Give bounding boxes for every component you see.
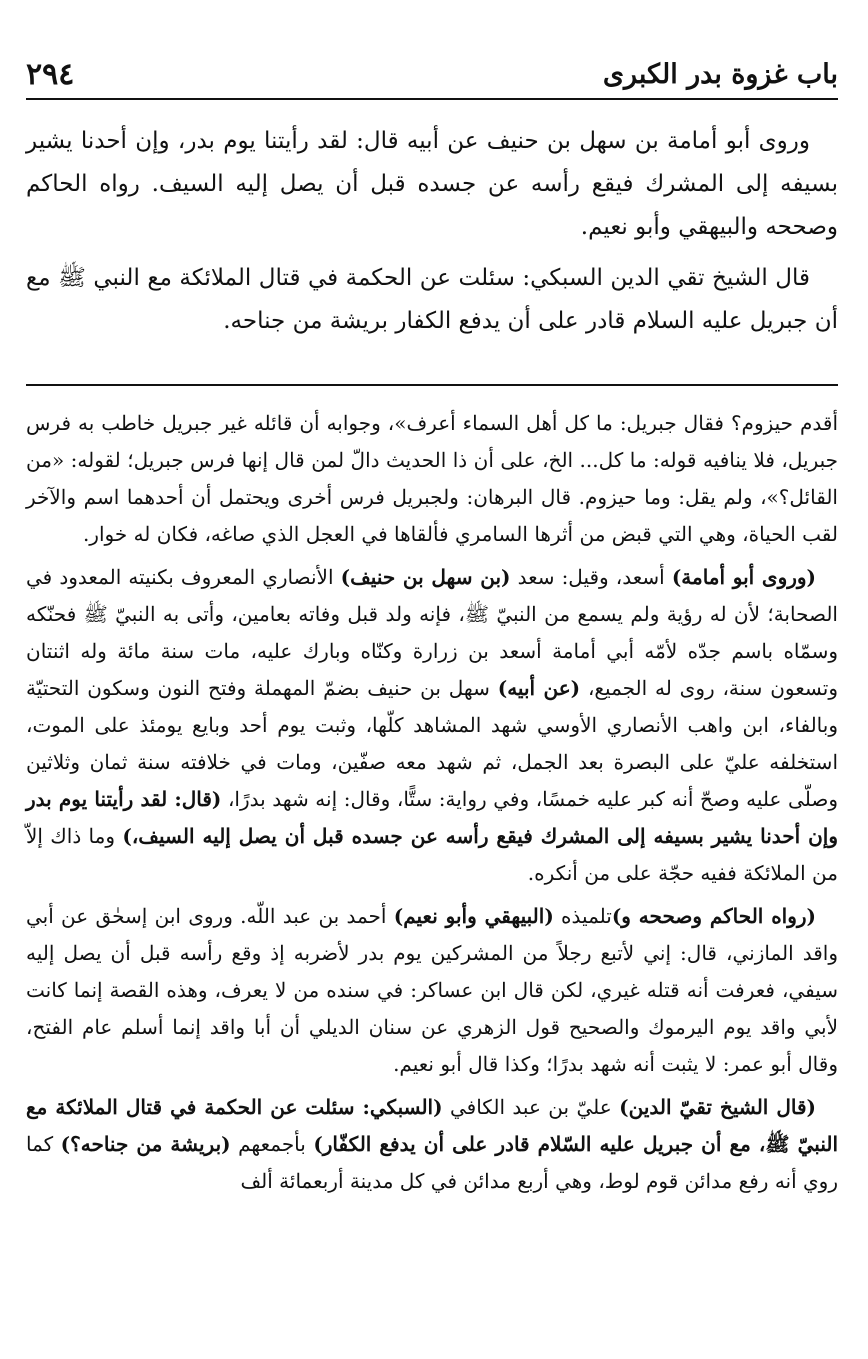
quoted-matn-text: (بن سهل بن حنيف) <box>340 565 511 589</box>
commentary-paragraph-2 <box>26 559 838 892</box>
quoted-matn-text: (عن أبيه) <box>497 676 581 700</box>
commentary-divider <box>26 384 838 386</box>
main-paragraph-subki: قال الشيخ تقي الدين السبكي: سئلت عن الحكمة في قتال الملائكة مع النبي ﷺ مع أن جبريل عليه السلام قادر على أن يدفع الكفار بريشة من جناحه. <box>26 265 838 334</box>
commentary-paragraph-1: أقدم حيزوم؟ فقال جبريل: ما كل أهل السماء أعرف»، وجوابه أن قائله غير جبريل خاطب به فرس جبريل، فلا ينافيه قوله: ما كل... الخ، على أن ذا الحديث دالّ لمن قال إنها فرس جبريل؛ لقوله: «من القائل؟»، ولم يقل: وما حيزوم. قال البرهان: ولجبريل فرس أخرى ويحتمل أن أحدهما اسم والآخر لقب الحياة، وهي التي قبض من أثرها السامري فألقاها في العجل الذي صاغه، فكان له خوار. <box>26 411 838 546</box>
quoted-matn-text: (بريشة من جناحه؟) <box>60 1132 231 1156</box>
quoted-matn-text: (قال: لقد رأيتنا يوم بدر وإن أحدنا يشير بسيفه إلى المشرك فيقع رأسه عن جسده قبل أن يصل إليه السيف،) <box>26 787 839 848</box>
commentary-text: أحمد بن عبد اللّه. وروى ابن إسحٰق عن أبي واقد المازني، قال: إني لأتبع رجلاً من المشركين يوم بدر لأضربه إذ وقع رأسه قبل أن يصل إليه سيفي، فعرفت أنه قتله غيري، لكن قال ابن عساكر: في سنده من لا يعرف، وهذه القصة إنما كانت لأبي واقد يوم اليرموك والصحيح قول الزهري عن سنان الديلي أن أبا واقد إنما أسلم عام الفتح، وقال أبو عمر: لا يثبت أنه شهد بدرًا؛ وكذا قال أبو نعيم. <box>26 904 839 1076</box>
commentary-text: سهل بن حنيف بضمّ المهملة وفتح النون وسكون التحتيّة وبالفاء، ابن واهب الأنصاري الأوسي شهد المشاهد كلّها، وثبت يوم أحد وبايع يومئذ على الموت، استخلفه عليّ على البصرة بعد الجمل، ثم شهد معه صفّين، ومات في خلافته سنة ثمان وثلاثين وصلّى عليه وصحّ أنه كبر عليه خمسًا، وفي رواية: ستًّا، وقال: إنه شهد بدرًا، <box>26 676 838 811</box>
chapter-title: باب غزوة بدر الكبرى <box>602 58 838 90</box>
main-text <box>26 120 838 351</box>
quoted-matn-text: (السبكي: سئلت عن الحكمة في قتال الملائكة مع النبيّ ﷺ، مع أن جبريل عليه السّلام قادر على أن يدفع الكفّار) <box>26 1095 838 1156</box>
page-number: ٢٩٤ <box>26 56 75 92</box>
commentary-text: أسعد، وقيل: سعد <box>510 565 672 589</box>
quoted-matn-text: (وروى أبو أمامة) <box>671 565 817 589</box>
commentary-paragraph-4 <box>26 1089 838 1200</box>
commentary-text: وما ذاك إلاّ من الملائكة ففيه حجّة على من أنكره. <box>26 824 838 885</box>
page-header <box>26 50 838 98</box>
quoted-matn-text: (رواه الحاكم وصححه و) <box>611 904 817 928</box>
main-paragraph-hadith: وروى أبو أمامة بن سهل بن حنيف عن أبيه قال: لقد رأيتنا يوم بدر، وإن أحدنا يشير بسيفه إلى المشرك فيقع رأسه عن جسده قبل أن يصل إليه السيف. رواه الحاكم وصححه والبيهقي وأبو نعيم. <box>26 128 838 240</box>
commentary-text: كما روي أنه رفع مدائن قوم لوط، وهي أربع مدائن في كل مدينة أربعمائة ألف <box>26 1132 838 1193</box>
commentary-text: تلميذه <box>553 904 612 928</box>
commentary-paragraph-3 <box>26 898 838 1083</box>
commentary <box>26 405 838 1206</box>
commentary-text: الأنصاري المعروف بكنيته المعدود في الصحابة؛ لأن له رؤية ولم يسمع من النبيّ ﷺ، فإنه ولد قبل وفاته بعامين، وأتى به النبيّ ﷺ فحنّكه وسمّاه باسم جدّه لأمّه أبي أمامة أسعد بن زرارة وكنّاه وبارك عليه، مات سنة مائة وله اثنتان وتسعون سنة، روى له الجميع، <box>26 565 838 700</box>
quoted-matn-text: (قال الشيخ تقيّ الدين) <box>619 1095 817 1119</box>
quoted-matn-text: (البيهقي وأبو نعيم) <box>393 904 554 928</box>
commentary-text: عليّ بن عبد الكافي <box>442 1095 620 1119</box>
header-rule <box>26 98 838 100</box>
commentary-text: بأجمعهم <box>230 1132 314 1156</box>
